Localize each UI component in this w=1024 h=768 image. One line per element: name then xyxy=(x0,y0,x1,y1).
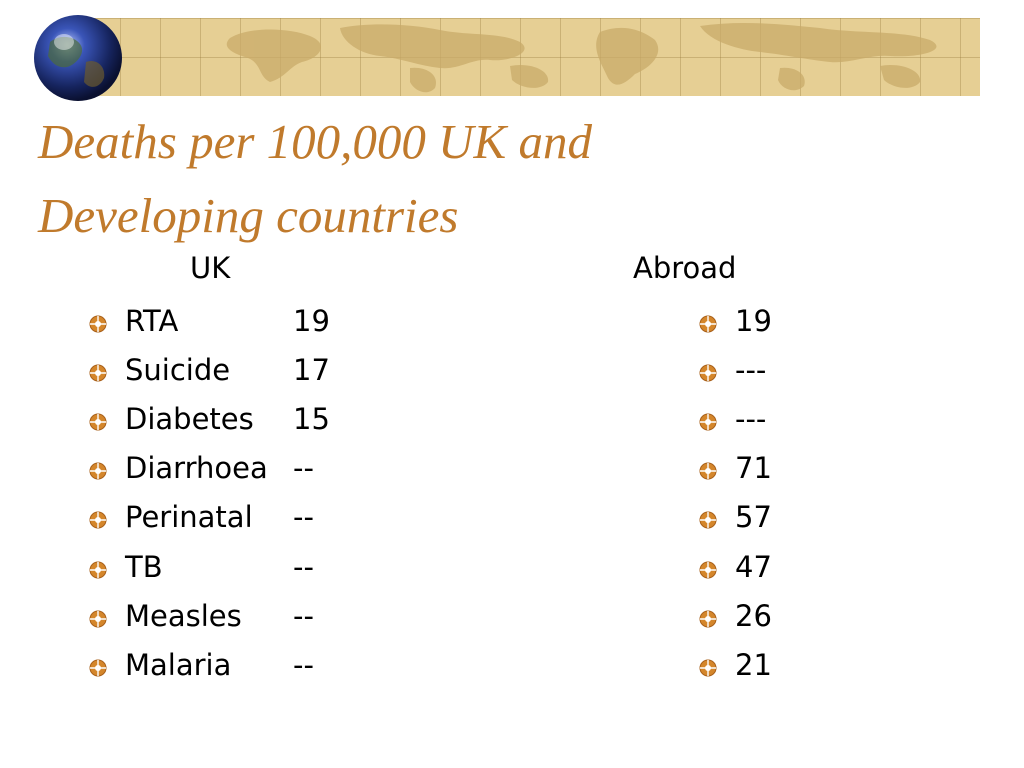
abroad-list-item xyxy=(698,591,818,640)
cause-label: TB xyxy=(125,549,163,584)
abroad-list xyxy=(698,296,818,690)
abroad-list-item xyxy=(698,542,818,591)
title-line-2: Developing countries xyxy=(38,188,459,243)
cause-label: Malaria xyxy=(125,647,232,682)
uk-list-item xyxy=(88,296,408,345)
bullet-icon xyxy=(698,553,718,573)
abroad-value: --- xyxy=(735,352,767,387)
abroad-list-item xyxy=(698,640,818,689)
world-map-banner xyxy=(80,18,980,96)
abroad-value: 47 xyxy=(735,549,772,584)
uk-value: -- xyxy=(293,598,314,633)
bullet-icon xyxy=(698,307,718,327)
abroad-list-item xyxy=(698,345,818,394)
cause-label: RTA xyxy=(125,303,179,338)
bullet-icon xyxy=(88,307,108,327)
slide-title xyxy=(38,105,978,253)
cause-label: Suicide xyxy=(125,352,231,387)
abroad-value: 26 xyxy=(735,598,772,633)
abroad-list-item xyxy=(698,394,818,443)
column-header-uk: UK xyxy=(190,251,231,285)
title-line-1: Deaths per 100,000 UK and xyxy=(38,114,592,169)
uk-list xyxy=(88,296,408,690)
uk-value: -- xyxy=(293,500,314,535)
abroad-list-item xyxy=(698,493,818,542)
world-map-icon xyxy=(80,18,980,96)
uk-list-item xyxy=(88,345,408,394)
abroad-value: 57 xyxy=(735,500,772,535)
abroad-value: 71 xyxy=(735,451,772,486)
uk-list-item xyxy=(88,640,408,689)
bullet-icon xyxy=(88,405,108,425)
uk-value: -- xyxy=(293,647,314,682)
uk-list-item xyxy=(88,444,408,493)
uk-value: -- xyxy=(293,549,314,584)
uk-value: 19 xyxy=(293,303,330,338)
uk-value: -- xyxy=(293,451,314,486)
abroad-list-item xyxy=(698,296,818,345)
uk-list-item xyxy=(88,493,408,542)
uk-list-item xyxy=(88,542,408,591)
cause-label: Perinatal xyxy=(125,500,253,535)
uk-value: 15 xyxy=(293,401,330,436)
bullet-icon xyxy=(88,503,108,523)
cause-label: Measles xyxy=(125,598,242,633)
bullet-icon xyxy=(88,651,108,671)
uk-list-item xyxy=(88,394,408,443)
abroad-value: --- xyxy=(735,401,767,436)
cause-label: Diabetes xyxy=(125,401,254,436)
bullet-icon xyxy=(88,454,108,474)
abroad-value: 19 xyxy=(735,303,772,338)
abroad-list-item xyxy=(698,444,818,493)
abroad-value: 21 xyxy=(735,647,772,682)
bullet-icon xyxy=(698,454,718,474)
bullet-icon xyxy=(698,503,718,523)
globe-icon xyxy=(30,12,126,104)
bullet-icon xyxy=(88,553,108,573)
bullet-icon xyxy=(698,602,718,622)
uk-list-item xyxy=(88,591,408,640)
column-header-abroad: Abroad xyxy=(633,251,737,285)
bullet-icon xyxy=(88,602,108,622)
cause-label: Diarrhoea xyxy=(125,451,268,486)
uk-value: 17 xyxy=(293,352,330,387)
bullet-icon xyxy=(698,356,718,376)
bullet-icon xyxy=(698,405,718,425)
bullet-icon xyxy=(88,356,108,376)
bullet-icon xyxy=(698,651,718,671)
